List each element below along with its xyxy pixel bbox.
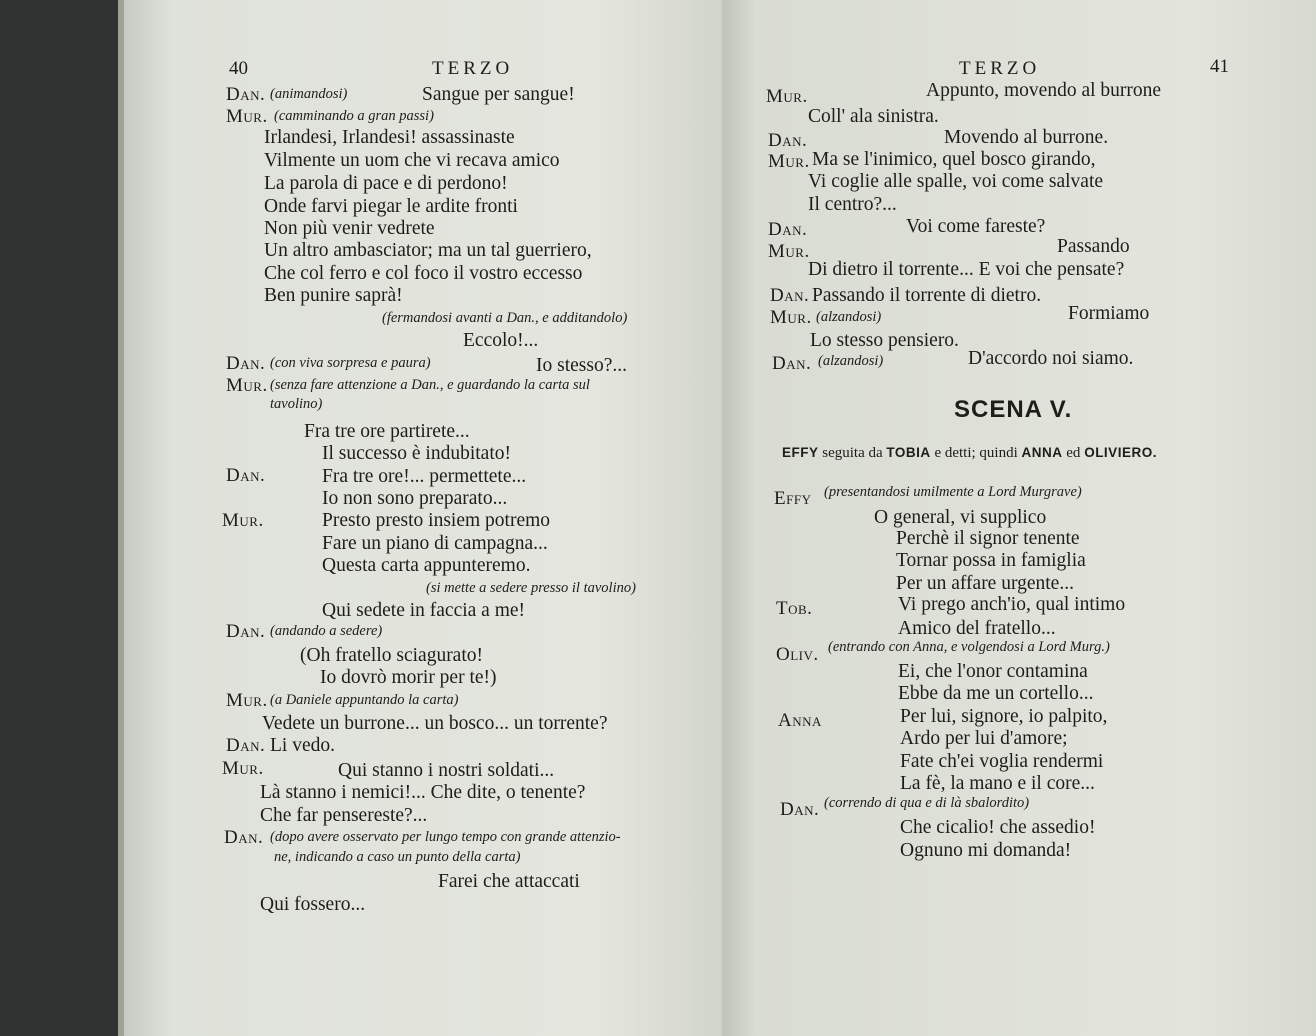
speaker-label: Mur. <box>222 758 264 779</box>
verse-line: Vi prego anch'io, qual intimo <box>898 594 1126 615</box>
verse-line: Un altro ambasciator; ma un tal guerriero, <box>264 240 592 261</box>
verse-line: Io dovrò morir per te!) <box>320 667 497 688</box>
verse-line: Di dietro il torrente... E voi che pensate? <box>808 259 1125 280</box>
speaker-label: Oliv. <box>776 644 819 665</box>
speaker-label: Mur. <box>222 510 264 531</box>
verse-line: Lo stesso pensiero. <box>810 330 959 351</box>
verse-line: Fare un piano di campagna... <box>322 533 548 554</box>
verse-line: Qui stanno i nostri soldati... <box>338 760 555 781</box>
speaker-label: Mur. <box>768 151 810 172</box>
speaker-label: Dan. <box>224 827 264 848</box>
stage-direction: ne, indicando a caso un punto della carta) <box>274 849 521 865</box>
character-name: TOBIA <box>886 445 931 460</box>
verse-line: Coll' ala sinistra. <box>808 106 939 127</box>
page-number: 41 <box>1210 56 1229 77</box>
verse-line: Che cicalio! che assedio! <box>900 817 1096 838</box>
right-page <box>724 0 1316 1036</box>
verse-line: Per un affare urgente... <box>896 573 1074 594</box>
stage-direction: (entrando con Anna, e volgendosi a Lord Murg.) <box>828 639 1110 655</box>
verse-line: Sangue per sangue! <box>422 84 575 105</box>
character-name: EFFY <box>782 445 819 460</box>
verse-line: Io non sono preparato... <box>322 488 508 509</box>
verse-line: Vi coglie alle spalle, voi come salvate <box>808 171 1104 192</box>
stage-direction: (si mette a sedere presso il tavolino) <box>426 580 636 596</box>
stage-direction: (correndo di qua e di là sbalordito) <box>824 795 1030 811</box>
verse-line: D'accordo noi siamo. <box>968 348 1134 369</box>
verse-line: Ben punire saprà! <box>264 285 403 306</box>
left-page <box>124 0 720 1036</box>
verse-line: Il successo è indubitato! <box>322 443 511 464</box>
verse-line: Per lui, signore, io palpito, <box>900 706 1108 727</box>
verse-line: Ognuno mi domanda! <box>900 840 1072 861</box>
speaker-label: Dan. <box>226 465 266 486</box>
speaker-label: Mur. <box>226 690 268 711</box>
cast-text: seguita da <box>822 445 883 461</box>
verse-line: Il centro?... <box>808 194 897 215</box>
speaker-label: Dan. <box>772 353 812 374</box>
cast-text: ed <box>1066 445 1081 461</box>
cast-line <box>782 445 1157 462</box>
verse-line: Onde farvi piegar le ardite fronti <box>264 196 518 217</box>
cast-text: e detti; quindi <box>934 445 1018 461</box>
verse-line: Irlandesi, Irlandesi! assassinaste <box>264 127 515 148</box>
verse-line: Che col ferro e col foco il vostro eccesso <box>264 263 583 284</box>
verse-line: Non più venir vedrete <box>264 218 435 239</box>
stage-direction: (andando a sedere) <box>270 623 383 639</box>
verse-line: Passando il torrente di dietro. <box>812 285 1042 306</box>
stage-direction: (con viva sorpresa e paura) <box>270 355 431 371</box>
speaker-label: Mur. <box>226 375 268 396</box>
verse-line: Presto presto insiem potremo <box>322 510 551 531</box>
page-number: 40 <box>229 58 248 79</box>
verse-line: La fè, la mano e il core... <box>900 773 1095 794</box>
verse-line: Amico del fratello... <box>898 618 1056 639</box>
speaker-label: Dan. <box>226 353 266 374</box>
verse-line: La parola di pace e di perdono! <box>264 173 508 194</box>
speaker-label: Effy <box>774 488 812 509</box>
speaker-label: Tob. <box>776 598 813 619</box>
verse-line: Fra tre ore partirete... <box>304 421 470 442</box>
speaker-label: Dan. <box>780 799 820 820</box>
verse-line: Tornar possa in famiglia <box>896 550 1086 571</box>
stage-direction: (alzandosi) <box>816 309 882 325</box>
speaker-label: Mur. <box>766 86 808 107</box>
verse-line: Eccolo!... <box>463 330 539 351</box>
verse-line: Fra tre ore!... permettete... <box>322 466 527 487</box>
verse-line: Passando <box>1057 236 1130 257</box>
speaker-label: Anna <box>778 710 822 731</box>
verse-line: Ma se l'inimico, quel bosco girando, <box>812 149 1096 170</box>
stage-direction: (a Daniele appuntando la carta) <box>270 692 459 708</box>
stage-direction: (senza fare attenzione a Dan., e guardando la carta sul <box>270 377 590 393</box>
speaker-label: Mur. <box>226 106 268 127</box>
verse-line: Ebbe da me un cortello... <box>898 683 1094 704</box>
verse-line: (Oh fratello sciagurato! <box>300 645 484 666</box>
speaker-label: Dan. <box>226 84 266 105</box>
speaker-label: Dan. <box>226 621 266 642</box>
verse-line: Formiamo <box>1068 303 1150 324</box>
stage-direction: (camminando a gran passi) <box>274 108 434 124</box>
verse-line: Appunto, movendo al burrone <box>926 80 1162 101</box>
speaker-label: Dan. <box>768 130 808 151</box>
speaker-label: Mur. <box>770 307 812 328</box>
stage-direction: tavolino) <box>270 396 323 412</box>
verse-line: Voi come fareste? <box>906 216 1046 237</box>
verse-line: Che far pensereste?... <box>260 805 428 826</box>
stage-direction: (fermandosi avanti a Dan., e additandolo) <box>382 310 628 326</box>
verse-line: Ei, che l'onor contamina <box>898 661 1088 682</box>
verse-line: Li vedo. <box>270 735 335 756</box>
stage-direction: (dopo avere osservato per lungo tempo con grande attenzio- <box>270 829 621 845</box>
running-head: TERZO <box>959 58 1041 79</box>
verse-line: Qui sedete in faccia a me! <box>322 600 526 621</box>
verse-line: Io stesso?... <box>536 355 627 376</box>
character-name: OLIVIERO. <box>1084 445 1157 460</box>
verse-line: Perchè il signor tenente <box>896 528 1080 549</box>
stage-direction: (presentandosi umilmente a Lord Murgrave) <box>824 484 1082 500</box>
verse-line: Movendo al burrone. <box>944 127 1109 148</box>
stage-direction: (alzandosi) <box>818 353 884 369</box>
verse-line: Fate ch'ei voglia rendermi <box>900 751 1104 772</box>
verse-line: Là stanno i nemici!... Che dite, o tenente? <box>260 782 586 803</box>
verse-line: Questa carta appunteremo. <box>322 555 531 576</box>
verse-line: Ardo per lui d'amore; <box>900 728 1068 749</box>
verse-line: Qui fossero... <box>260 894 366 915</box>
speaker-label: Dan. <box>768 219 808 240</box>
stage-direction: (animandosi) <box>270 86 348 102</box>
verse-line: O general, vi supplico <box>874 507 1047 528</box>
character-name: ANNA <box>1021 445 1063 460</box>
speaker-label: Dan. <box>770 285 810 306</box>
verse-line: Vilmente un uom che vi recava amico <box>264 150 560 171</box>
speaker-label: Mur. <box>768 241 810 262</box>
speaker-label: Dan. <box>226 735 266 756</box>
verse-line: Farei che attaccati <box>438 871 580 892</box>
background-edge <box>0 0 118 1036</box>
scene-heading: SCENA V. <box>954 396 1073 423</box>
verse-line: Vedete un burrone... un bosco... un torrente? <box>262 713 608 734</box>
running-head: TERZO <box>432 58 514 79</box>
